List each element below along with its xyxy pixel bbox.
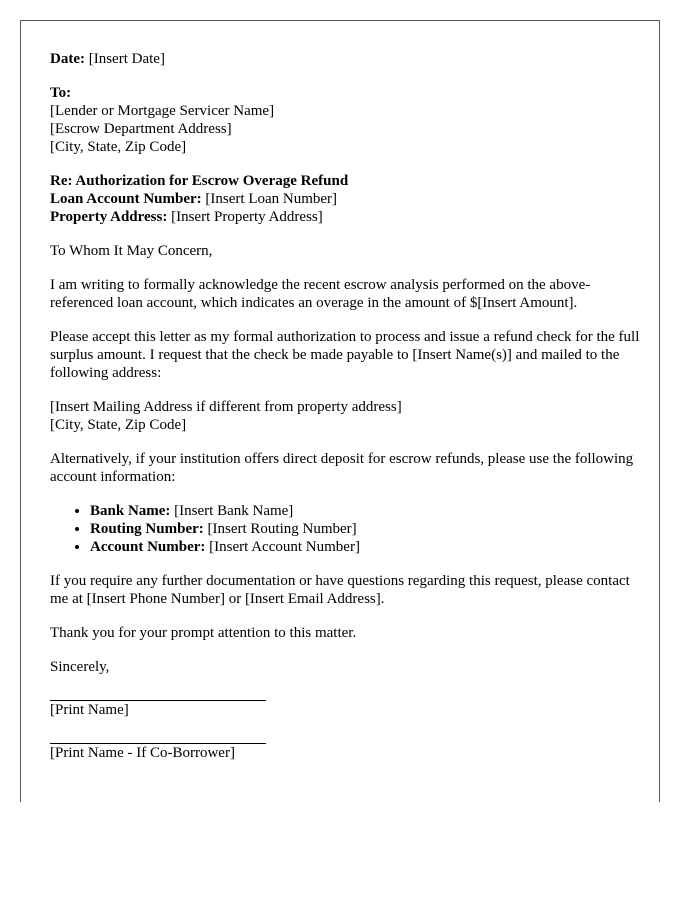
routing-number-value: [Insert Routing Number]	[207, 521, 357, 537]
mailing-city-line: [City, State, Zip Code]	[50, 417, 187, 433]
property-address-line	[50, 208, 640, 226]
body-paragraph-3: Alternatively, if your institution offers direct deposit for escrow refunds, please use the following account information:	[50, 451, 634, 485]
signature-block-2	[50, 743, 640, 762]
co-borrower-signature-name: [Print Name - If Co-Borrower]	[50, 745, 235, 761]
to-label: To:	[50, 85, 72, 101]
recipient-address: [Escrow Department Address]	[50, 121, 232, 137]
reference-block	[50, 172, 640, 226]
recipient-city: [City, State, Zip Code]	[50, 139, 187, 155]
list-item-account-number	[90, 538, 640, 556]
recipient-name: [Lender or Mortgage Servicer Name]	[50, 103, 275, 119]
property-address-label: Property Address:	[50, 209, 168, 225]
signature-block-1	[50, 700, 640, 719]
property-address-value: [Insert Property Address]	[171, 209, 323, 225]
bank-name-value: [Insert Bank Name]	[174, 503, 294, 519]
salutation: To Whom It May Concern,	[50, 243, 213, 259]
signature-name: [Print Name]	[50, 702, 129, 718]
routing-number-label: Routing Number:	[90, 521, 204, 537]
list-item-routing-number	[90, 520, 640, 538]
letter-page	[20, 20, 660, 802]
body-paragraph-4: If you require any further documentation or have questions regarding this request, please contact me at [Insert Phone Number] or [Insert Email Address].	[50, 573, 630, 607]
date-line	[50, 50, 640, 68]
letter-content	[50, 50, 640, 778]
bank-name-label: Bank Name:	[90, 503, 171, 519]
account-number-value: [Insert Account Number]	[209, 539, 360, 555]
date-value: [Insert Date]	[88, 51, 165, 67]
bank-info-list	[50, 502, 640, 556]
body-paragraph-2: Please accept this letter as my formal authorization to process and issue a refund check for the full surplus amount. I request that the check be made payable to [Insert Name(s)] and mailed to the following address:	[50, 329, 640, 381]
subject-line: Re: Authorization for Escrow Overage Refund	[50, 173, 349, 189]
loan-number-line	[50, 190, 640, 208]
mailing-address-block	[50, 398, 640, 434]
loan-number-value: [Insert Loan Number]	[205, 191, 338, 207]
list-item-bank-name	[90, 502, 640, 520]
account-number-label: Account Number:	[90, 539, 206, 555]
recipient-block	[50, 84, 640, 156]
loan-number-label: Loan Account Number:	[50, 191, 202, 207]
closing: Sincerely,	[50, 659, 110, 675]
body-paragraph-1: I am writing to formally acknowledge the recent escrow analysis performed on the above-referenced loan account, which indicates an overage in the amount of $[Insert Amount].	[50, 277, 591, 311]
mailing-address-line: [Insert Mailing Address if different from property address]	[50, 399, 402, 415]
body-paragraph-5: Thank you for your prompt attention to this matter.	[50, 625, 357, 641]
date-label: Date:	[50, 51, 85, 67]
